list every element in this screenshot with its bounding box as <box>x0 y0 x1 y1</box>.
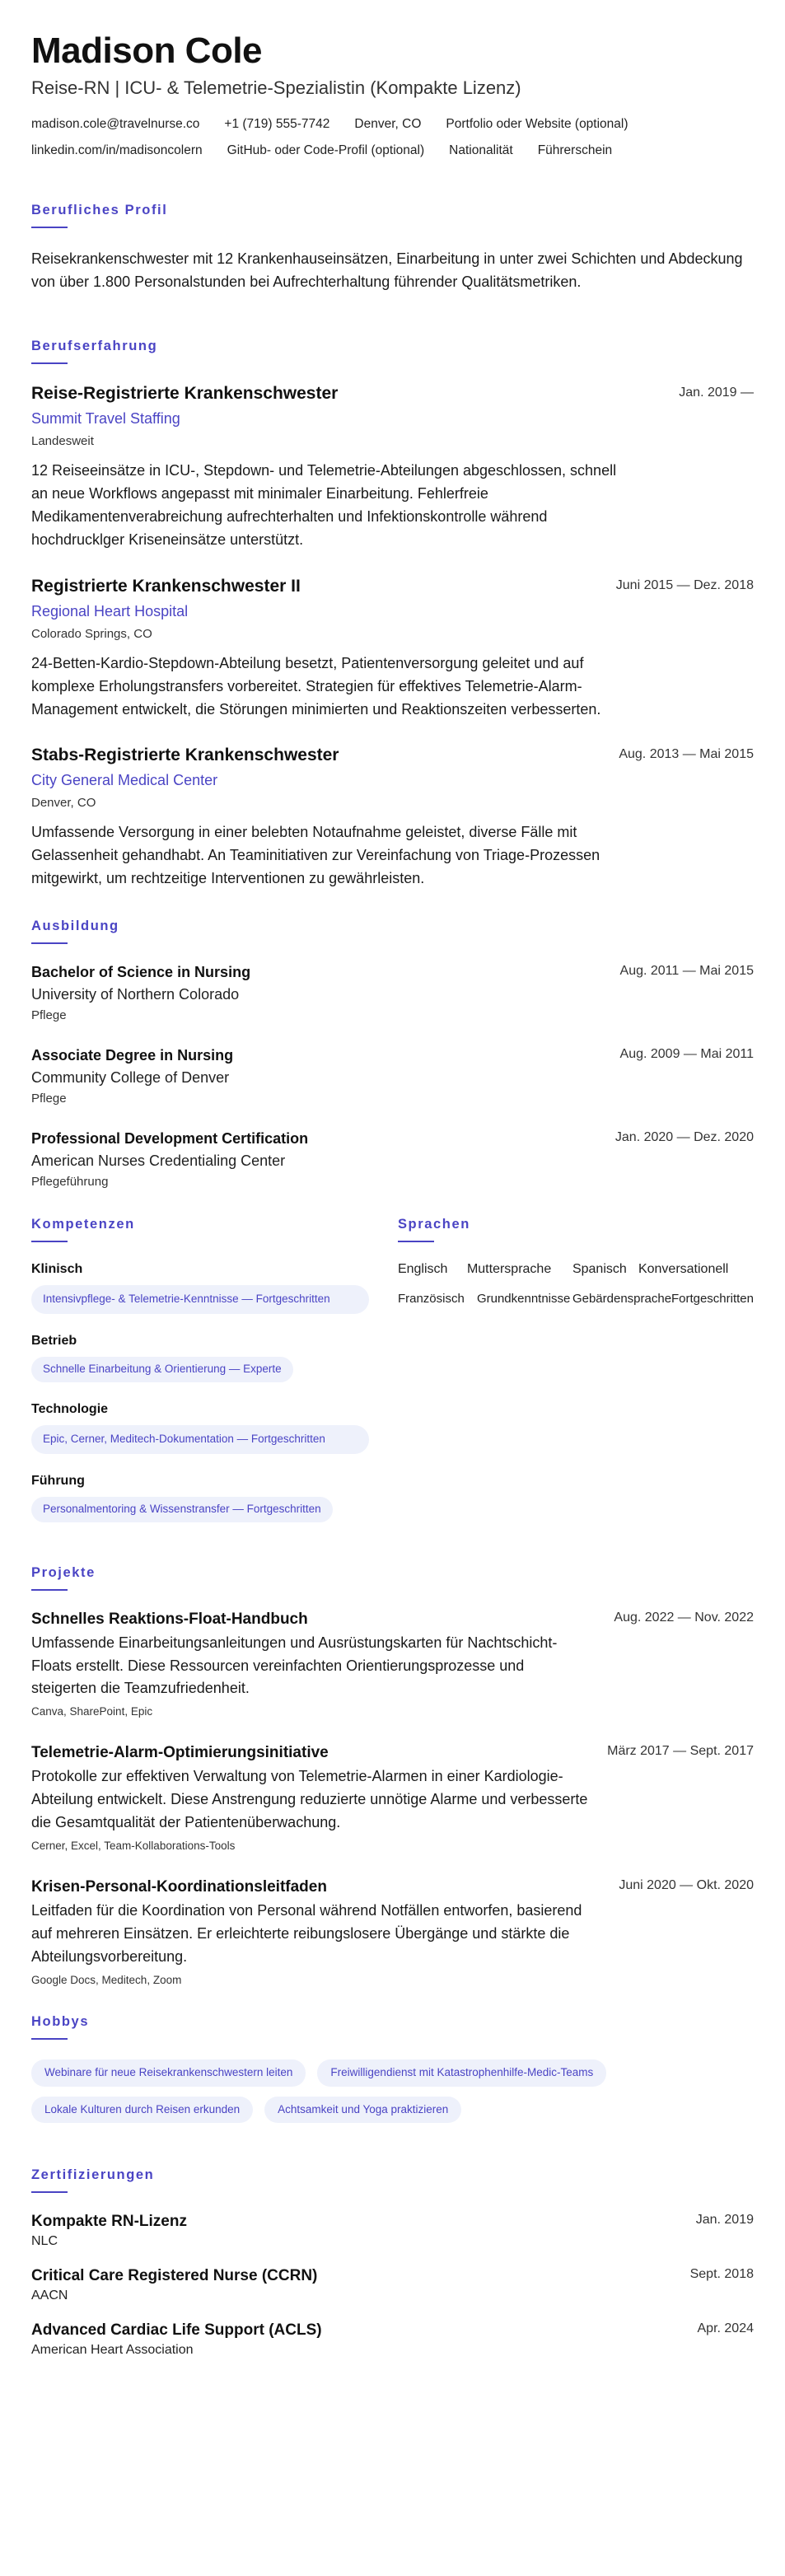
section-title-skills: Kompetenzen <box>31 1217 135 1232</box>
school-name: Community College of Denver <box>31 1069 230 1087</box>
experience-item <box>31 384 754 552</box>
skill-group-label: Führung <box>31 1473 85 1488</box>
hobby-pill: Lokale Kulturen durch Reisen erkunden <box>31 2097 253 2124</box>
skill-pill: Schnelle Einarbeitung & Orientierung — Experte <box>31 1357 293 1382</box>
hobby-pill: Webinare für neue Reisekrankenschwestern leiten <box>31 2059 306 2087</box>
education-section <box>31 919 754 1189</box>
project-tools: Canva, SharePoint, Epic <box>31 1705 153 1718</box>
certification-item <box>31 2267 754 2303</box>
section-divider <box>31 227 68 228</box>
section-title-education: Ausbildung <box>31 919 119 934</box>
language-name: Englisch <box>397 1262 448 1277</box>
contact-email[interactable]: madison.cole@travelnurse.co <box>31 117 200 132</box>
project-date: März 2017 — Sept. 2017 <box>607 1744 754 1759</box>
certification-issuer: NLC <box>31 2234 58 2249</box>
language-level: Muttersprache <box>466 1262 552 1277</box>
job-date: Aug. 2013 — Mai 2015 <box>619 747 754 762</box>
language-name: Spanisch <box>572 1262 627 1277</box>
hobbies-section <box>31 2014 754 2124</box>
job-title: Registrierte Krankenschwester II <box>31 576 301 596</box>
certification-name: Advanced Cardiac Life Support (ACLS) <box>31 2321 322 2340</box>
project-description: Leitfaden für die Koordination von Personal während Notfällen entworfen, basierend auf mehreren Einsätzen. Er erleichterte reibungslosere Übergänge und stärkte die Abteilungsvorbereitung. <box>31 1901 582 1965</box>
contact-location: Denver, CO <box>354 117 422 132</box>
job-employer: Regional Heart Hospital <box>31 602 189 619</box>
project-tools: Google Docs, Meditech, Zoom <box>31 1973 182 1986</box>
project-tools: Cerner, Excel, Team-Kollaborations-Tools <box>31 1839 236 1852</box>
section-title-projects: Projekte <box>31 1564 96 1580</box>
resume-header <box>31 31 754 158</box>
study-field: Pflege <box>31 1092 67 1106</box>
job-description: Umfassende Versorgung in einer belebten Notaufnahme geleistet, diverse Fälle mit Gelassenheit gehandhabt. An Teaminitiativen zur Vereinfachung von Triage-Prozessen mitgewirkt, um rechtzeitige Interventionen zu gewährleisten. <box>31 824 600 887</box>
school-name: American Nurses Credentialing Center <box>31 1152 286 1170</box>
section-divider <box>31 2191 68 2193</box>
skill-group-label: Betrieb <box>31 1333 77 1348</box>
profile-text: Reisekrankenschwester mit 12 Krankenhauseinsätzen, Einarbeitung in unter zwei Schichten und Abdeckung von über 1.800 Personalstunden bei Aufrechterhaltung führender Qualitätsmetriken. <box>31 250 743 291</box>
candidate-name: Madison Cole <box>31 30 263 71</box>
section-title-certifications: Zertifizierungen <box>31 2167 155 2183</box>
contact-phone[interactable]: +1 (719) 555-7742 <box>224 117 330 132</box>
job-title: Reise-Registrierte Krankenschwester <box>31 384 339 404</box>
job-location: Denver, CO <box>31 796 96 811</box>
section-divider <box>31 2038 68 2040</box>
contact-license: Führerschein <box>537 143 613 158</box>
certification-date: Jan. 2019 <box>695 2213 754 2228</box>
certification-item <box>31 2213 754 2249</box>
language-name: Französisch <box>397 1292 465 1307</box>
degree-date: Aug. 2011 — Mai 2015 <box>619 964 754 979</box>
certification-name: Kompakte RN-Lizenz <box>31 2213 187 2231</box>
education-item <box>31 1130 754 1189</box>
hobby-list <box>31 2059 740 2124</box>
job-description: 12 Reiseeinsätze in ICU-, Stepdown- und Telemetrie-Abteilungen abgeschlossen, schnell an neue Workflows angepasst mit minimaler Einarbeitung. Fehlerfreie Medikamentenverabreichung aufrechterhalten und Infektionskontrolle während hochdrucklger Kriseneinsätze unterstützt. <box>31 462 617 548</box>
section-divider <box>31 942 68 944</box>
section-title-experience: Berufserfahrung <box>31 339 158 354</box>
degree-date: Jan. 2020 — Dez. 2020 <box>614 1130 754 1145</box>
certification-date: Apr. 2024 <box>697 2321 754 2336</box>
experience-item <box>31 577 754 722</box>
certification-date: Sept. 2018 <box>689 2267 754 2282</box>
certification-item <box>31 2321 754 2358</box>
education-item <box>31 1047 754 1106</box>
school-name: University of Northern Colorado <box>31 986 240 1003</box>
certifications-section <box>31 2167 754 2358</box>
language-level: Konversationell <box>638 1262 729 1277</box>
language-row <box>398 1262 754 1277</box>
contact-list <box>31 117 740 158</box>
certification-name: Critical Care Registered Nurse (CCRN) <box>31 2267 318 2285</box>
languages-section <box>398 1217 754 1542</box>
job-date: Jan. 2019 — <box>679 386 754 400</box>
skill-pill: Intensivpflege- & Telemetrie-Kenntnisse — Fortgeschritten <box>31 1285 369 1314</box>
language-level: Grundkenntnisse <box>476 1292 571 1307</box>
degree-date: Aug. 2009 — Mai 2011 <box>619 1047 754 1062</box>
project-description: Protokolle zur effektiven Verwaltung von Telemetrie-Alarmen in einer Kardiologie-Abteilung entwickelt. Diese Anstrengung reduzierte unnötige Alarme und verbesserte die Gesamtqualität der Patientenüberwachung. <box>31 1768 588 1831</box>
skill-group <box>31 1402 398 1454</box>
candidate-subtitle: Reise-RN | ICU- & Telemetrie-Spezialistin (Kompakte Lizenz) <box>31 77 521 99</box>
project-item <box>31 1878 754 1986</box>
job-date: Juni 2015 — Dez. 2018 <box>615 577 754 592</box>
certification-issuer: American Heart Association <box>31 2343 194 2358</box>
skill-group <box>31 1262 398 1314</box>
education-item <box>31 964 754 1022</box>
contact-nationality: Nationalität <box>449 143 513 158</box>
section-divider <box>31 1589 68 1591</box>
certification-issuer: AACN <box>31 2288 68 2303</box>
skill-group <box>31 1474 398 1522</box>
project-date: Aug. 2022 — Nov. 2022 <box>614 1610 754 1625</box>
language-row <box>398 1292 754 1306</box>
study-field: Pflege <box>31 1008 67 1023</box>
section-divider <box>31 1241 68 1242</box>
project-title: Krisen-Personal-Koordinationsleitfaden <box>31 1877 327 1896</box>
section-divider <box>31 362 68 364</box>
degree-title: Professional Development Certification <box>31 1130 309 1148</box>
job-description: 24-Betten-Kardio-Stepdown-Abteilung besetzt, Patientenversorgung geleitet und auf komplexe Erholungstransfers vorbereitet. Strategien für effektives Telemetrie-Alarm-Management entwickelt, die Störungen minimierten und Reaktionszeiten verbesserten. <box>31 654 601 718</box>
experience-item <box>31 746 754 891</box>
job-employer: City General Medical Center <box>31 772 218 789</box>
language-level: Fortgeschritten <box>671 1292 754 1307</box>
project-date: Juni 2020 — Okt. 2020 <box>619 1877 754 1892</box>
contact-portfolio[interactable]: Portfolio oder Website (optional) <box>446 117 628 132</box>
project-title: Schnelles Reaktions-Float-Handbuch <box>31 1610 308 1628</box>
section-title-profile: Berufliches Profil <box>31 203 168 218</box>
profile-section <box>31 203 754 294</box>
contact-github[interactable]: GitHub- oder Code-Profil (optional) <box>227 143 425 158</box>
job-title: Stabs-Registrierte Krankenschwester <box>31 746 339 765</box>
projects-section <box>31 1565 754 1986</box>
skill-group-label: Technologie <box>31 1401 109 1416</box>
hobby-pill: Freiwilligendienst mit Katastrophenhilfe-Medic-Teams <box>317 2059 606 2087</box>
project-description: Umfassende Einarbeitungsanleitungen und Ausrüstungskarten für Nachtschicht-Floats erstellt. Diese Ressourcen vereinfachten Orientierungsprozesse und steigerten die Teamzufriedenheit. <box>31 1634 558 1697</box>
skill-group <box>31 1334 398 1382</box>
degree-title: Associate Degree in Nursing <box>31 1047 234 1064</box>
hobby-pill: Achtsamkeit und Yoga praktizieren <box>264 2097 461 2124</box>
skill-pill: Epic, Cerner, Meditech-Dokumentation — Fortgeschritten <box>31 1425 369 1454</box>
study-field: Pflegeführung <box>31 1175 109 1190</box>
skill-group-label: Klinisch <box>31 1262 83 1277</box>
experience-section <box>31 339 754 891</box>
section-divider <box>398 1241 434 1242</box>
language-name: Gebärdensprache <box>572 1292 672 1307</box>
skills-languages-row <box>31 1217 754 1542</box>
job-location: Colorado Springs, CO <box>31 626 152 641</box>
project-title: Telemetrie-Alarm-Optimierungsinitiative <box>31 1744 329 1762</box>
degree-title: Bachelor of Science in Nursing <box>31 964 251 981</box>
project-item <box>31 1611 754 1718</box>
contact-linkedin[interactable]: linkedin.com/in/madisoncolern <box>31 143 203 158</box>
skill-pill: Personalmentoring & Wissenstransfer — Fortgeschritten <box>31 1497 333 1522</box>
job-location: Landesweit <box>31 434 94 449</box>
section-title-hobbies: Hobbys <box>31 2013 90 2029</box>
job-employer: Summit Travel Staffing <box>31 410 180 428</box>
section-title-languages: Sprachen <box>397 1217 470 1232</box>
skills-section <box>31 1217 398 1542</box>
project-item <box>31 1744 754 1852</box>
